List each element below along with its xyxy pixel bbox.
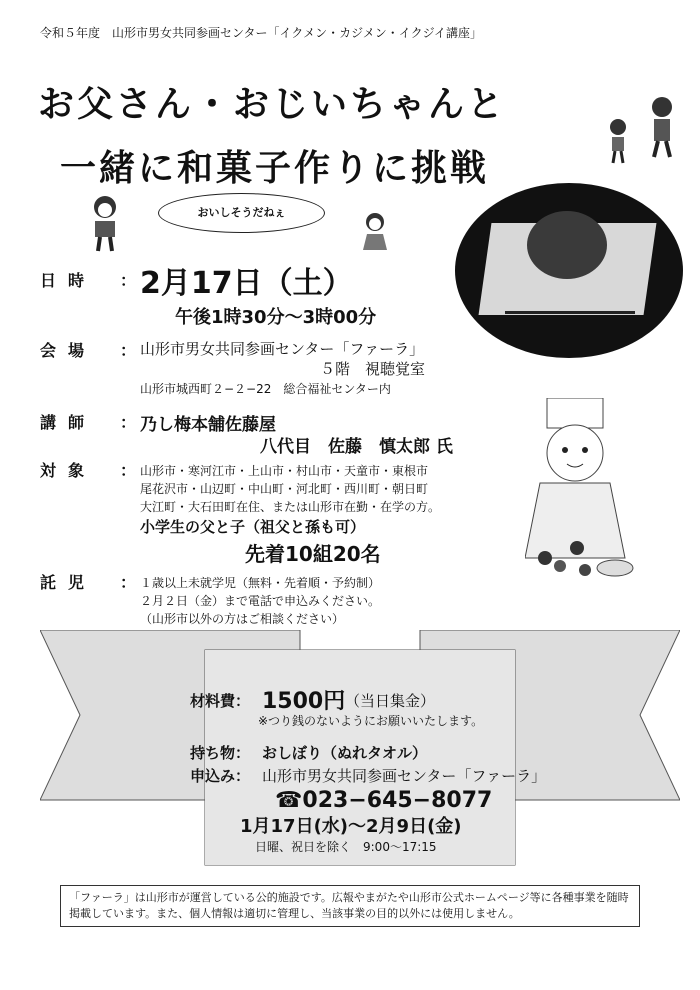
venue-name: 山形市男女共同参画センター「ファーラ」 xyxy=(140,340,425,358)
instructor-colon: ： xyxy=(120,413,137,432)
instructor-label: 講師 xyxy=(40,413,97,432)
apply-label: 申込み： xyxy=(190,767,251,785)
event-time: 午後1時30分〜3時00分 xyxy=(175,307,377,328)
venue-label: 会場 xyxy=(40,341,97,360)
page-title-line2: 一緒に和菓子作りに挑戦 xyxy=(60,148,490,189)
fee-amount: 1500円 xyxy=(262,689,346,714)
family-illustration xyxy=(600,95,690,170)
target-line2: 尾花沢市・山辺町・中山町・河北町・西川町・朝日町 xyxy=(140,482,429,496)
venue-colon: ： xyxy=(120,341,137,360)
target-label: 対象 xyxy=(40,461,97,480)
wagashi-photo xyxy=(455,183,683,358)
target-colon: ： xyxy=(120,461,137,480)
childcare-label: 託児 xyxy=(40,573,97,592)
datetime-label: 日時 xyxy=(40,271,97,290)
boy-illustration xyxy=(85,195,130,255)
childcare-line3: （山形市以外の方はご相談ください） xyxy=(140,612,345,626)
venue-room: ５階 視聴覚室 xyxy=(320,360,426,378)
childcare-line2: ２月２日（金）まで電話で申込みください。 xyxy=(140,594,381,608)
wagashi-sweet-shape xyxy=(527,211,607,279)
instructor-shop: 乃し梅本舗佐藤屋 xyxy=(140,415,276,435)
target-line3: 大江町・大石田町在住、または山形市在勤・在学の方。 xyxy=(140,500,441,514)
privacy-notice: 「ファーラ」は山形市が運営している公的施設です。広報やまがたや山形市公式ホームページ等に各種事業を随時掲載しています。また、個人情報は適切に管理し、当該事業の目的以外には使用しません。 xyxy=(60,885,640,927)
fee-note: （当日集金） xyxy=(345,692,436,710)
child-figure xyxy=(610,119,626,163)
target-capacity: 先着10組20名 xyxy=(245,542,381,566)
girl-illustration xyxy=(355,210,395,260)
chef-illustration xyxy=(525,398,655,593)
fee-label: 材料費： xyxy=(190,692,251,710)
bring-label: 持ち物： xyxy=(190,744,251,762)
phone-number: ☎023−645−8077 xyxy=(275,788,493,813)
grandpa-figure xyxy=(652,97,672,157)
instructor-name: 八代目 佐藤 慎太郎 氏 xyxy=(260,437,453,457)
target-line4: 小学生の父と子（祖父と孫も可） xyxy=(140,518,366,536)
speech-bubble: おいしそうだねぇ xyxy=(158,193,325,233)
apply-text: 山形市男女共同参画センター「ファーラ」 xyxy=(262,767,547,785)
datetime-colon: ： xyxy=(120,271,137,290)
bring-text: おしぼり（ぬれタオル） xyxy=(262,744,428,762)
event-date: 2月17日（土） xyxy=(140,266,353,301)
fee-sub: ※つり銭のないようにお願いいたします。 xyxy=(258,714,484,728)
kuromoji-pick-shape xyxy=(505,311,635,314)
apply-hours: 日曜、祝日を除く 9:00〜17:15 xyxy=(255,840,437,854)
page-title-line1: お父さん・おじいちゃんと xyxy=(38,84,507,125)
childcare-line1: １歳以上未就学児（無料・先着順・予約制） xyxy=(140,576,381,590)
venue-address: 山形市城西町２−２−22 総合福祉センター内 xyxy=(140,382,391,396)
event-series-header: 令和５年度 山形市男女共同参画センター「イクメン・カジメン・イクジイ講座」 xyxy=(40,26,482,40)
childcare-colon: ： xyxy=(120,573,137,592)
apply-period: 1月17日(水)〜2月9日(金) xyxy=(240,816,462,837)
target-line1: 山形市・寒河江市・上山市・村山市・天童市・東根市 xyxy=(140,464,429,478)
